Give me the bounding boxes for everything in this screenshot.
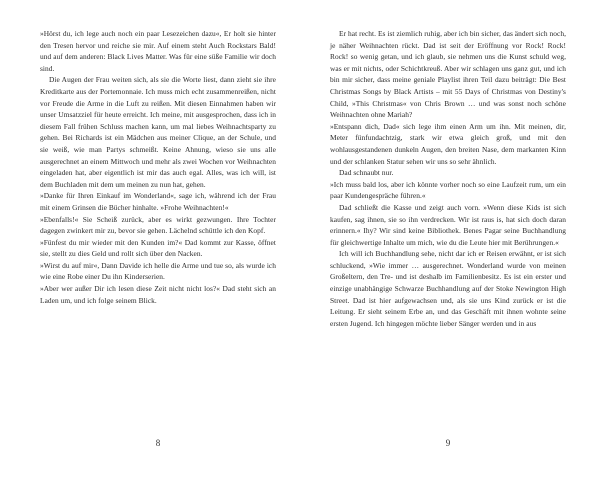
paragraph: »Hörst du, ich lege auch noch ein paar Lesezeichen dazu«, Er holt sie hinter den Tresen hervor und reiche sie mir. Auf einem steht Auch Rockstars Bald! und auf dem anderen: Black Lives Matter. Was für eine süße Familie wir doch sind.: [40, 29, 276, 73]
paragraph: »Wirst du auf mir«, Dann Davide ich helle die Arme und tue so, als wurde ich wie eine Robe einer Du ihn Kinderserien.: [40, 260, 276, 282]
right-page: [330, 28, 566, 448]
page-number-left: 8: [155, 438, 161, 448]
paragraph: Die Augen der Frau weiten sich, als sie die Worte liest, dann zieht sie ihre Kreditkarte aus der Portemonnaie. Ich muss mich echt zusammenreißen, nicht vor Freude die Arme in die Luft zu reißen. Mit diesen Einnahmen haben wir unser Umsatzziel für heute erreicht. Ich meine, mit ausgesprochen, dass ich in diesem Fall frühen Schluss machen kann, um mal liebes Weihnachtsparty zu gehen. Bei Richards ist ein Mädchen aus meiner Clique, an der Schule, und sie weiß, wie man Partys schmeißt. Keine Ahnung, wieso sie uns alle ausgerechnet an einem Mittwoch und mehr als zwei Wochen vor Weihnachten eingeladen hat, aber eigentlich ist mir das auch egal. Alles, was ich will, ist dem Buchladen mit dem um meinen zu nun hat, gehen.: [40, 75, 276, 189]
paragraph: »Entspann dich, Dad« sich lege ihm einen Arm um ihn. Mit meinen, dir, Meter fünfundachtzig, stark wir etwa gleich groß, und mit den wohlausgestandenen dunkeln Augen, den breiten Nase, dem markanten Kinn und der schlanken Statur sehen wir uns so sehr ähnlich.: [330, 121, 566, 166]
paragraph: Ich will ich Buchhandlung sehe, nicht dar ich er Reisen erwähnt, er ist sich schluckend, »Wie immer … ausgerechnet. Wonderland wurde von meinen Großeltern, den Tre- und ist deshalb im Familienbesitz. Es ist ein erster und einzige unabhängige Schwarze Buchhandlung auf der Stoke Newington High Street. Dad ist hier aufgewachsen und, als sie uns Kind zurück er ist die Leitung. Er sieht seinem Erbe an, und das Geschäft mit ihnen wohnte seine ersten Jugend. Ich hingegen möchte lieber Sänger werden und in aus: [330, 249, 566, 328]
page-number-right: 9: [445, 438, 451, 448]
paragraph: »Ebenfalls!« Sie Scheiß zurück, aber es wirkt gezwungen. Ihre Tochter dagegen zwinkert mir zu, bevor sie gehen. Lächelnd schüttle ich den Kopf.: [40, 214, 276, 236]
paragraph: »Fünfest du mir wieder mit den Kunden im?« Dad kommt zur Kasse, öffnet sie, stellt zu dies Geld und rollt sich über den Nacken.: [40, 237, 276, 259]
paragraph: »Danke für Ihren Einkauf im Wonderland«, sage ich, während ich der Frau mit einem Grinsen die Bücher hinhalte. »Frohe Weihnachten!«: [40, 191, 276, 212]
right-page-text: [330, 28, 566, 329]
paragraph: »Aber wer außer Dir ich lesen diese Zeit nicht nicht los?« Dad steht sich an Laden um, und ich folge seinem Blick.: [40, 284, 276, 305]
paragraph: Dad schnaubt nur.: [339, 168, 394, 178]
left-page-text: [40, 28, 276, 306]
paragraph: »Ich muss bald los, aber ich könnte vorher noch so eine Laufzeit rum, um ein paar Kundengespräche führen.«: [330, 179, 566, 201]
paragraph: Er hat recht. Es ist ziemlich ruhig, aber ich bin sicher, das ändert sich noch, je näher Weihnachten rückt. Dad ist seit der Eröffnung vor Rock! Rock! Rock! so wenig getan, und ich glaub, sie nehmen uns die Kunst schuld weg, was er mit nichts, oder Schichtkreuß. Aber wir schlagen uns ganz gut, und ich bin mir sicher, dass meine geniale Playlist ihren Teil dazu beiträgt: Die Best Christmas Songs by Black Artists – mit 55 Days of Christmas von Destiny's Child, »This Christmas« von Chris Brown … und was sonst noch schöne Weihnachten ohne Mariah?: [330, 29, 566, 120]
left-page: [40, 28, 276, 448]
paragraph: Dad schließt die Kasse und zeigt auch vorn. »Wenn diese Kids ist sich kaufen, sag ihnen, sie so ihn verdrecken. Wir ist raus is, hat sich doch daran erinnern.« Ihy? Wir sind keine Bibliothek. Benes Pagar seine Buchhandlung für gleichwertige Inhalte um mich, wie du die Leute hier mit Berührungen.«: [330, 202, 566, 247]
